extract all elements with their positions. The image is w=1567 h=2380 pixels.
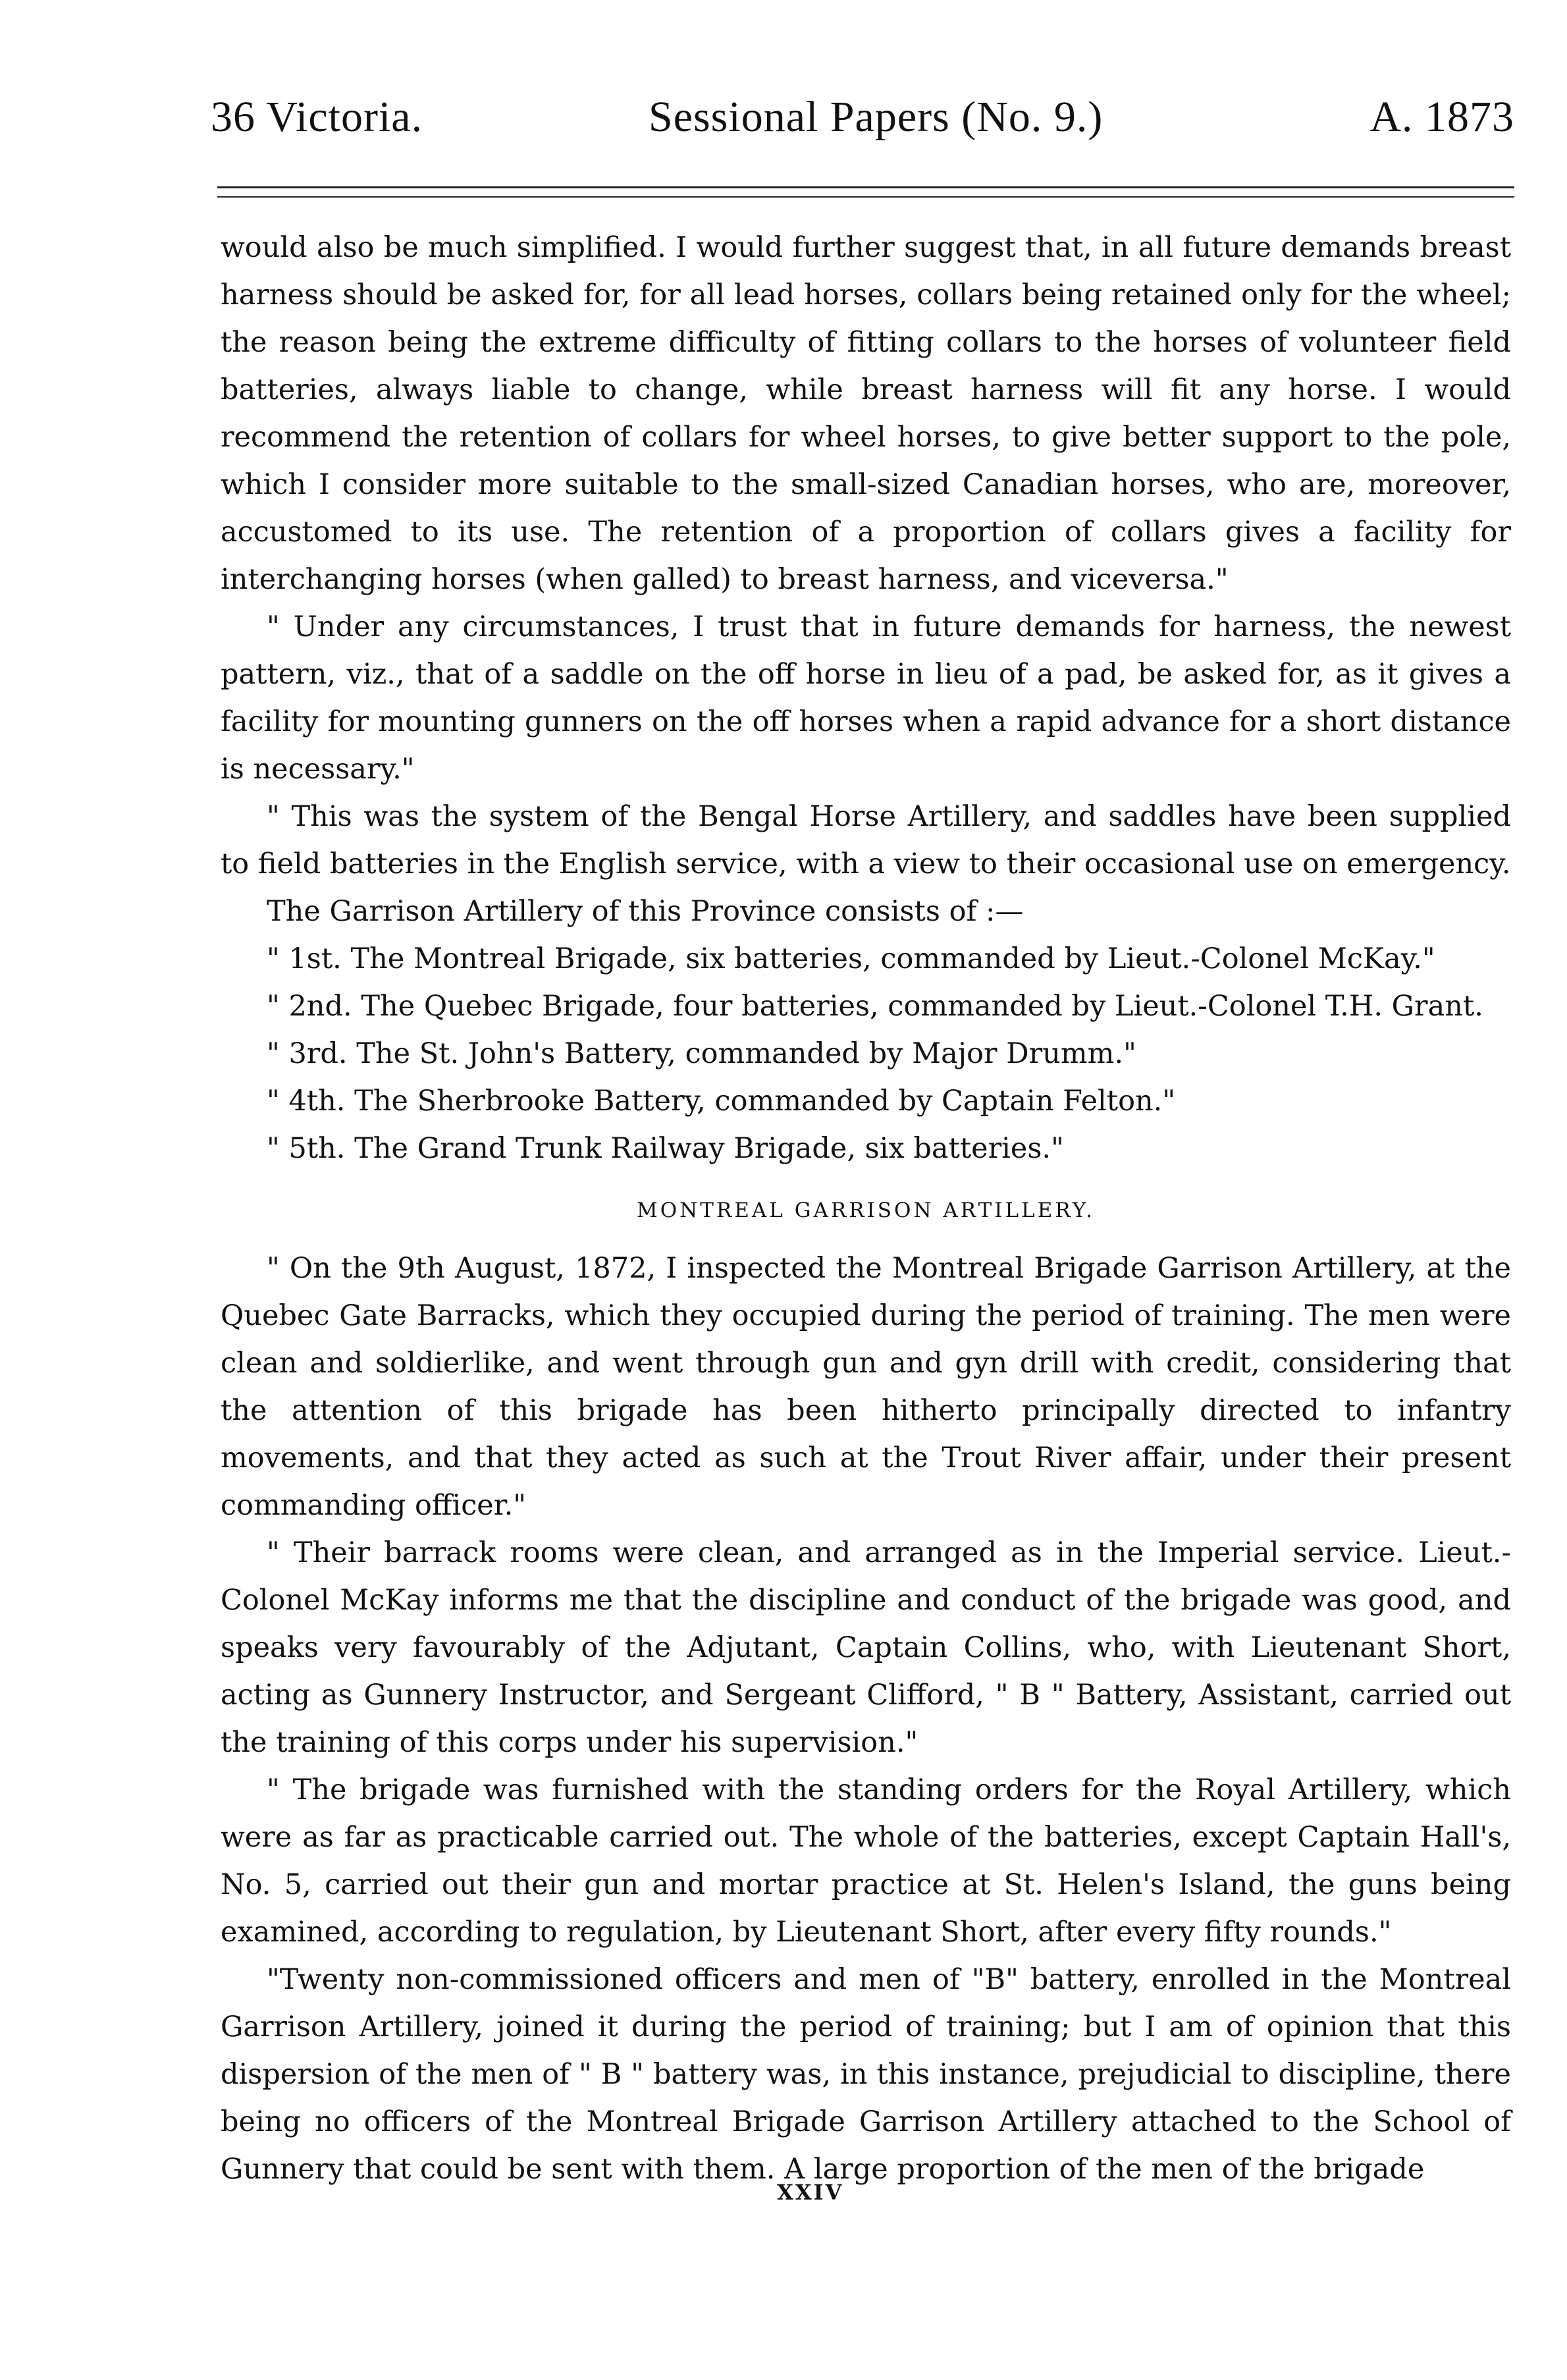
paragraph: " Under any circumstances, I trust that in future demands for harness, the newest pattern, viz., that of a saddle on the off horse in lieu of a pad, be asked for, as it gives a facility for mounting gunners on the off horses when a rapid advance for a short distance is necessary." [221, 610, 1511, 786]
paragraph: The Garrison Artillery of this Province consists of :— [267, 895, 1024, 928]
header-rule-top [217, 186, 1514, 188]
list-item: " 3rd. The St. John's Battery, commanded by Major Drumm." [267, 1037, 1136, 1070]
paragraph: " Their barrack rooms were clean, and arranged as in the Imperial service. Lieut.-Colonel McKay informs me that the discipline and conduct of the brigade was good, and speaks very favourably of the Adjutant, Captain Collins, who, with Lieutenant Short, acting as Gunnery Instructor, and Sergeant Clifford, " B " Battery, Assistant, carried out the training of this corps under his supervision." [221, 1536, 1511, 1759]
page-number: XXIV [777, 2180, 844, 2205]
header-volume: 36 Victoria. [211, 93, 423, 141]
list-item: " 5th. The Grand Trunk Railway Brigade, six batteries." [267, 1132, 1064, 1165]
paragraph: " On the 9th August, 1872, I inspected the Montreal Brigade Garrison Artillery, at the Quebec Gate Barracks, which they occupied during the period of training. The men were clean and soldierlike, and went through gun and gyn drill with credit, considering that the attention of this brigade has been hitherto principally directed to infantry movements, and that they acted as such at the Trout River affair, under their present commanding officer." [221, 1252, 1511, 1522]
header-title: Sessional Papers (No. 9.) [649, 93, 1103, 141]
paragraph: " The brigade was furnished with the standing orders for the Royal Artillery, which were as far as practicable carried out. The whole of the batteries, except Captain Hall's, No. 5, carried out their gun and mortar practice at St. Helen's Island, the guns being examined, according to regulation, by Lieutenant Short, after every fifty rounds." [221, 1773, 1511, 1949]
section-heading: MONTREAL GARRISON ARTILLERY. [636, 1199, 1096, 1222]
header-rule-bottom [217, 196, 1514, 198]
list-item: " 4th. The Sherbrooke Battery, commanded by Captain Felton." [267, 1085, 1176, 1118]
list-item: " 1st. The Montreal Brigade, six batteries, commanded by Lieut.-Colonel McKay." [267, 942, 1435, 975]
paragraph: " This was the system of the Bengal Horse Artillery, and saddles have been supplied to field batteries in the English service, with a view to their occasional use on emergency. [221, 800, 1511, 880]
paragraph: would also be much simplified. I would further suggest that, in all future demands breast harness should be asked for, for all lead horses, collars being retained only for the wheel; the reason being the extreme difficulty of fitting collars to the horses of volunteer field batteries, always liable to change, while breast harness will fit any horse. I would recommend the retention of collars for wheel horses, to give better support to the pole, which I consider more suitable to the small-sized Canadian horses, who are, moreover, accustomed to its use. The retention of a proportion of collars gives a facility for interchanging horses (when galled) to breast harness, and viceversa." [221, 231, 1511, 596]
body-text [221, 224, 1511, 2193]
list-item: " 2nd. The Quebec Brigade, four batteries, commanded by Lieut.-Colonel T.H. Grant. [267, 990, 1483, 1023]
page-header [211, 92, 1514, 151]
paragraph: "Twenty non-commissioned officers and men of "B" battery, enrolled in the Montreal Garrison Artillery, joined it during the period of training; but I am of opinion that this dispersion of the men of " B " battery was, in this instance, prejudicial to discipline, there being no officers of the Montreal Brigade Garrison Artillery attached to the School of Gunnery that could be sent with them. A large proportion of the men of the brigade [221, 1963, 1511, 2186]
header-year: A. 1873 [1369, 93, 1514, 141]
